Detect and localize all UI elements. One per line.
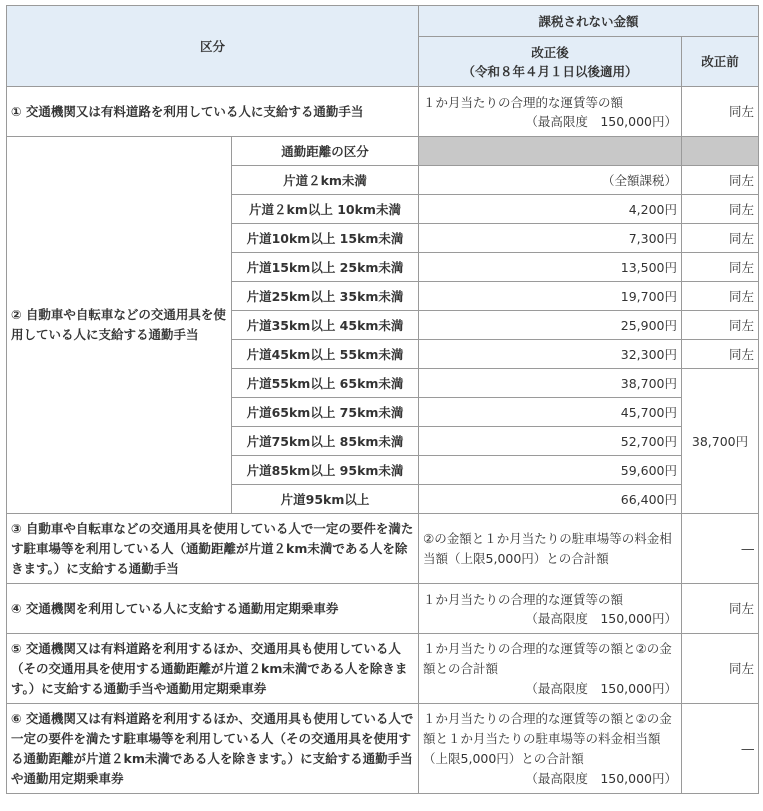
distance-before: 同左 (682, 253, 759, 282)
distance-range: 片道２km未満 (232, 166, 419, 195)
after-revision-title: 改正後 (531, 44, 569, 60)
row6-after-line1: １か月当たりの合理的な運賃等の額と②の金額と１か月当たりの駐車場等の料金相当額（上限5,000円）との合計額 (423, 710, 672, 766)
distance-range: 片道75km以上 85km未満 (232, 427, 419, 456)
row1-after-line2: （最高限度 150,000円） (525, 113, 678, 129)
distance-header-grey-before (682, 137, 759, 166)
row5-label: ⑤ 交通機関又は有料道路を利用するほか、交通用具も使用している人（その交通用具を使用する通勤距離が片道２km未満である人を除きます。）に支給する通勤手当や通勤用定期乗車券 (7, 634, 419, 704)
distance-range: 片道85km以上 95km未満 (232, 456, 419, 485)
row3-label: ③ 自動車や自転車などの交通用具を使用している人で一定の要件を満たす駐車場等を利用している人（通勤距離が片道２km未満である人を除きます。）に支給する通勤手当 (7, 514, 419, 584)
kubun-header: 区分 (7, 6, 419, 87)
distance-range: 片道10km以上 15km未満 (232, 224, 419, 253)
distance-amount: 38,700円 (419, 369, 682, 398)
distance-range: 片道35km以上 45km未満 (232, 311, 419, 340)
after-revision-header (419, 37, 682, 87)
row3-before: ― (682, 514, 759, 584)
distance-amount: 4,200円 (419, 195, 682, 224)
distance-before: 同左 (682, 224, 759, 253)
row4-after-line2: （最高限度 150,000円） (525, 610, 678, 626)
row1-after-line1: １か月当たりの合理的な運賃等の額 (423, 94, 624, 110)
distance-amount: 59,600円 (419, 456, 682, 485)
row1-label: ① 交通機関又は有料道路を利用している人に支給する通勤手当 (7, 87, 419, 137)
distance-before: 同左 (682, 340, 759, 369)
distance-range: 片道55km以上 65km未満 (232, 369, 419, 398)
row5-after (419, 634, 682, 704)
distance-amount: 7,300円 (419, 224, 682, 253)
row5-after-line2: （最高限度 150,000円） (525, 680, 678, 696)
distance-header-grey-after (419, 137, 682, 166)
distance-amount: 19,700円 (419, 282, 682, 311)
row1-after (419, 87, 682, 137)
distance-range: 片道25km以上 35km未満 (232, 282, 419, 311)
row2-label: ② 自動車や自転車などの交通用具を使用している人に支給する通勤手当 (7, 137, 232, 514)
distance-range: 片道65km以上 75km未満 (232, 398, 419, 427)
row3-after: ②の金額と１か月当たりの駐車場等の料金相当額（上限5,000円）との合計額 (419, 514, 682, 584)
distance-amount: 13,500円 (419, 253, 682, 282)
row4-label: ④ 交通機関を利用している人に支給する通勤用定期乗車券 (7, 584, 419, 634)
merged-before-amount: 38,700円 (682, 369, 759, 514)
distance-before: 同左 (682, 282, 759, 311)
row4-after (419, 584, 682, 634)
distance-amount: （全額課税） (419, 166, 682, 195)
after-revision-date: （令和８年４月１日以後適用） (462, 63, 638, 79)
before-revision-header: 改正前 (682, 37, 759, 87)
distance-before: 同左 (682, 195, 759, 224)
distance-range: 片道95km以上 (232, 485, 419, 514)
distance-amount: 52,700円 (419, 427, 682, 456)
row6-before: ― (682, 704, 759, 794)
distance-amount: 45,700円 (419, 398, 682, 427)
row4-before: 同左 (682, 584, 759, 634)
row6-after (419, 704, 682, 794)
row5-before: 同左 (682, 634, 759, 704)
distance-amount: 66,400円 (419, 485, 682, 514)
commuting-allowance-table (6, 5, 759, 794)
non-taxable-header: 課税されない金額 (419, 6, 759, 37)
distance-amount: 32,300円 (419, 340, 682, 369)
row4-after-line1: １か月当たりの合理的な運賃等の額 (423, 591, 624, 607)
row6-after-line2: （最高限度 150,000円） (525, 770, 678, 786)
distance-before: 同左 (682, 166, 759, 195)
row5-after-line1: １か月当たりの合理的な運賃等の額と②の金額との合計額 (423, 640, 672, 676)
distance-range: 片道２km以上 10km未満 (232, 195, 419, 224)
distance-range: 片道45km以上 55km未満 (232, 340, 419, 369)
distance-before: 同左 (682, 311, 759, 340)
row6-label: ⑥ 交通機関又は有料道路を利用するほか、交通用具も使用している人で一定の要件を満たす駐車場等を利用している人（その交通用具を使用する通勤距離が片道２km未満である人を除きます。）に支給する通勤手当や通勤用定期乗車券 (7, 704, 419, 794)
row1-before: 同左 (682, 87, 759, 137)
distance-header: 通勤距離の区分 (232, 137, 419, 166)
distance-range: 片道15km以上 25km未満 (232, 253, 419, 282)
distance-amount: 25,900円 (419, 311, 682, 340)
